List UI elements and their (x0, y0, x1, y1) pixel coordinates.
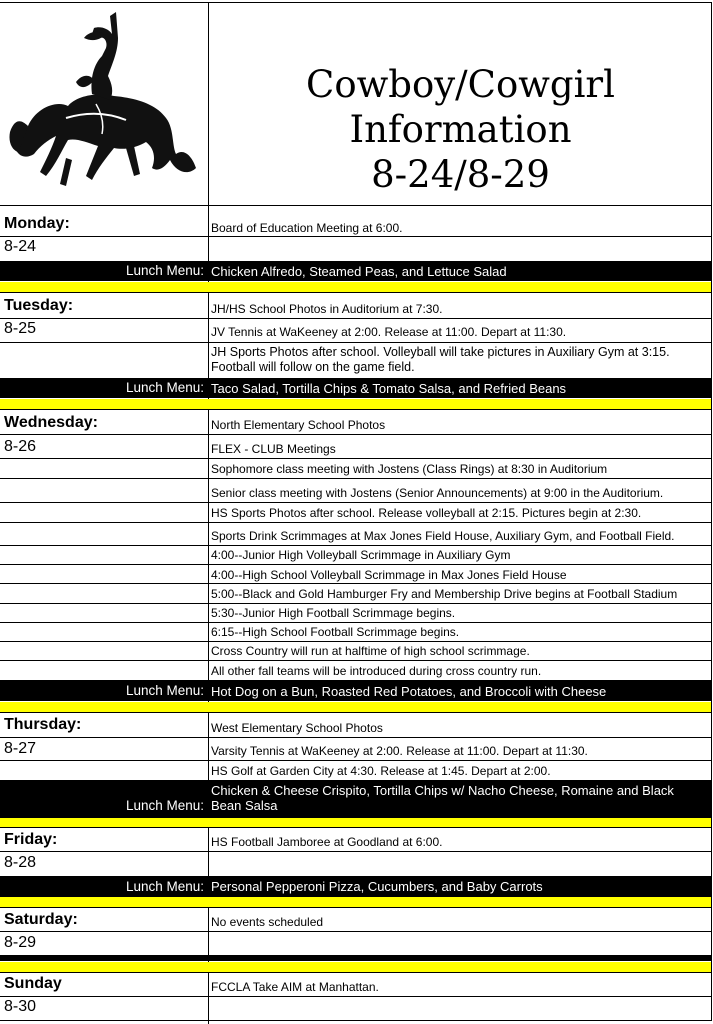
row-divider (0, 972, 712, 973)
wednesday-event-8: 4:00--High School Volleyball Scrimmage in Max Jones Field House (211, 568, 567, 582)
bottom-border (0, 1020, 712, 1021)
tuesday-lunch-menu: Taco Salad, Tortilla Chips & Tomato Salsa, and Refried Beans (211, 381, 567, 396)
wednesday-event-11: 6:15--High School Football Scrimmage begins. (211, 625, 460, 639)
wednesday-day-label: Wednesday: (4, 414, 98, 431)
row-divider (0, 641, 712, 642)
row-divider (0, 564, 712, 565)
row-divider (0, 522, 712, 523)
row-divider (0, 851, 712, 852)
thursday-lunch-label: Lunch Menu: (125, 798, 204, 813)
title-line-3: 8-24/8-29 (371, 153, 550, 196)
title-line-2: Information (349, 108, 572, 151)
title-line-1: Cowboy/Cowgirl (306, 63, 615, 106)
wednesday-date: 8-26 (4, 438, 37, 455)
sunday-day-label: Sunday (4, 975, 62, 992)
tuesday-event-1: JH/HS School Photos in Auditorium at 7:30. (211, 302, 443, 316)
wednesday-highlight-band (0, 702, 712, 712)
wednesday-event-3: Sophomore class meeting with Jostens (Class Rings) at 8:30 in Auditorium (211, 462, 608, 476)
sunday-event-1: FCCLA Take AIM at Manhattan. (211, 980, 379, 994)
header-bottom-border (0, 205, 712, 206)
row-divider (0, 342, 712, 343)
saturday-date: 8-29 (4, 934, 37, 951)
saturday-event-1: No events scheduled (211, 915, 324, 929)
friday-date: 8-28 (4, 854, 37, 871)
row-divider (0, 712, 712, 713)
friday-lunch-label: Lunch Menu: (125, 879, 204, 894)
wednesday-event-10: 5:30--Junior High Football Scrimmage begins. (211, 606, 456, 620)
thursday-event-2: Varsity Tennis at WaKeeney at 2:00. Release at 11:00. Depart at 11:30. (211, 744, 588, 758)
row-divider (0, 458, 712, 459)
monday-day-label: Monday: (4, 215, 70, 232)
wednesday-event-2: FLEX - CLUB Meetings (211, 442, 336, 456)
monday-lunch-menu: Chicken Alfredo, Steamed Peas, and Lettuce Salad (211, 264, 507, 279)
monday-date: 8-24 (4, 238, 37, 255)
friday-day-label: Friday: (4, 831, 58, 848)
row-divider (0, 583, 712, 584)
row-divider (0, 292, 712, 293)
tuesday-lunch-label: Lunch Menu: (125, 380, 204, 395)
friday-event-1: HS Football Jamboree at Goodland at 6:00. (211, 835, 443, 849)
wednesday-event-13: All other fall teams will be introduced during cross country run. (211, 664, 542, 678)
thursday-event-3: HS Golf at Garden City at 4:30. Release at 1:45. Depart at 2:00. (211, 764, 551, 778)
monday-lunch-label: Lunch Menu: (125, 263, 204, 278)
tuesday-event-2: JV Tennis at WaKeeney at 2:00. Release at 11:00. Depart at 11:30. (211, 325, 567, 339)
tuesday-day-label: Tuesday: (4, 297, 74, 314)
tuesday-highlight-band (0, 399, 712, 409)
thursday-date: 8-27 (4, 740, 37, 757)
row-divider (0, 660, 712, 661)
row-divider (0, 760, 712, 761)
thursday-lunch-menu: Chicken & Cheese Crispito, Tortilla Chips w/ Nacho Cheese, Romaine and Black Bean Salsa (211, 783, 674, 813)
row-divider (0, 622, 712, 623)
top-border (0, 2, 712, 3)
row-divider (0, 236, 712, 237)
friday-lunch-menu: Personal Pepperoni Pizza, Cucumbers, and Baby Carrots (211, 879, 543, 894)
wednesday-event-9: 5:00--Black and Gold Hamburger Fry and Membership Drive begins at Football Stadium (211, 587, 678, 601)
monday-highlight-band (0, 282, 712, 292)
thursday-event-1: West Elementary School Photos (211, 721, 383, 735)
row-divider (0, 545, 712, 546)
sunday-date: 8-30 (4, 998, 37, 1015)
wednesday-lunch-menu: Hot Dog on a Bun, Roasted Red Potatoes, and Broccoli with Cheese (211, 684, 607, 699)
thursday-highlight-band (0, 818, 712, 827)
row-divider (0, 318, 712, 319)
row-divider (0, 603, 712, 604)
page-title (209, 62, 712, 197)
wednesday-event-4: Senior class meeting with Jostens (Senior Announcements) at 9:00 in the Auditorium. (211, 486, 664, 500)
tuesday-event-3: JH Sports Photos after school. Volleyball will take pictures in Auxiliary Gym at 3:15. Football will follow on the game field. (211, 345, 670, 374)
wednesday-event-5: HS Sports Photos after school. Release volleyball at 2:15. Pictures begin at 2:30. (211, 506, 642, 520)
wednesday-event-12: Cross Country will run at halftime of high school scrimmage. (211, 644, 530, 658)
saturday-band (0, 955, 712, 961)
row-divider (0, 996, 712, 997)
right-border (711, 2, 712, 1020)
wednesday-lunch-label: Lunch Menu: (125, 683, 204, 698)
row-divider (0, 931, 712, 932)
row-divider (0, 434, 712, 435)
saturday-day-label: Saturday: (4, 911, 78, 928)
row-divider (0, 827, 712, 828)
row-divider (0, 478, 712, 479)
friday-highlight-band (0, 897, 712, 907)
wednesday-event-6: Sports Drink Scrimmages at Max Jones Field House, Auxiliary Gym, and Football Field. (211, 529, 675, 543)
tuesday-date: 8-25 (4, 320, 37, 337)
row-divider (0, 907, 712, 908)
saturday-highlight-band (0, 962, 712, 972)
row-divider (0, 409, 712, 410)
wednesday-event-7: 4:00--Junior High Volleyball Scrimmage in Auxiliary Gym (211, 548, 511, 562)
monday-event-1: Board of Education Meeting at 6:00. (211, 221, 403, 235)
wednesday-event-1: North Elementary School Photos (211, 418, 386, 432)
row-divider (0, 737, 712, 738)
bronc-rider-icon (6, 8, 202, 194)
row-divider (0, 502, 712, 503)
thursday-day-label: Thursday: (4, 716, 82, 733)
